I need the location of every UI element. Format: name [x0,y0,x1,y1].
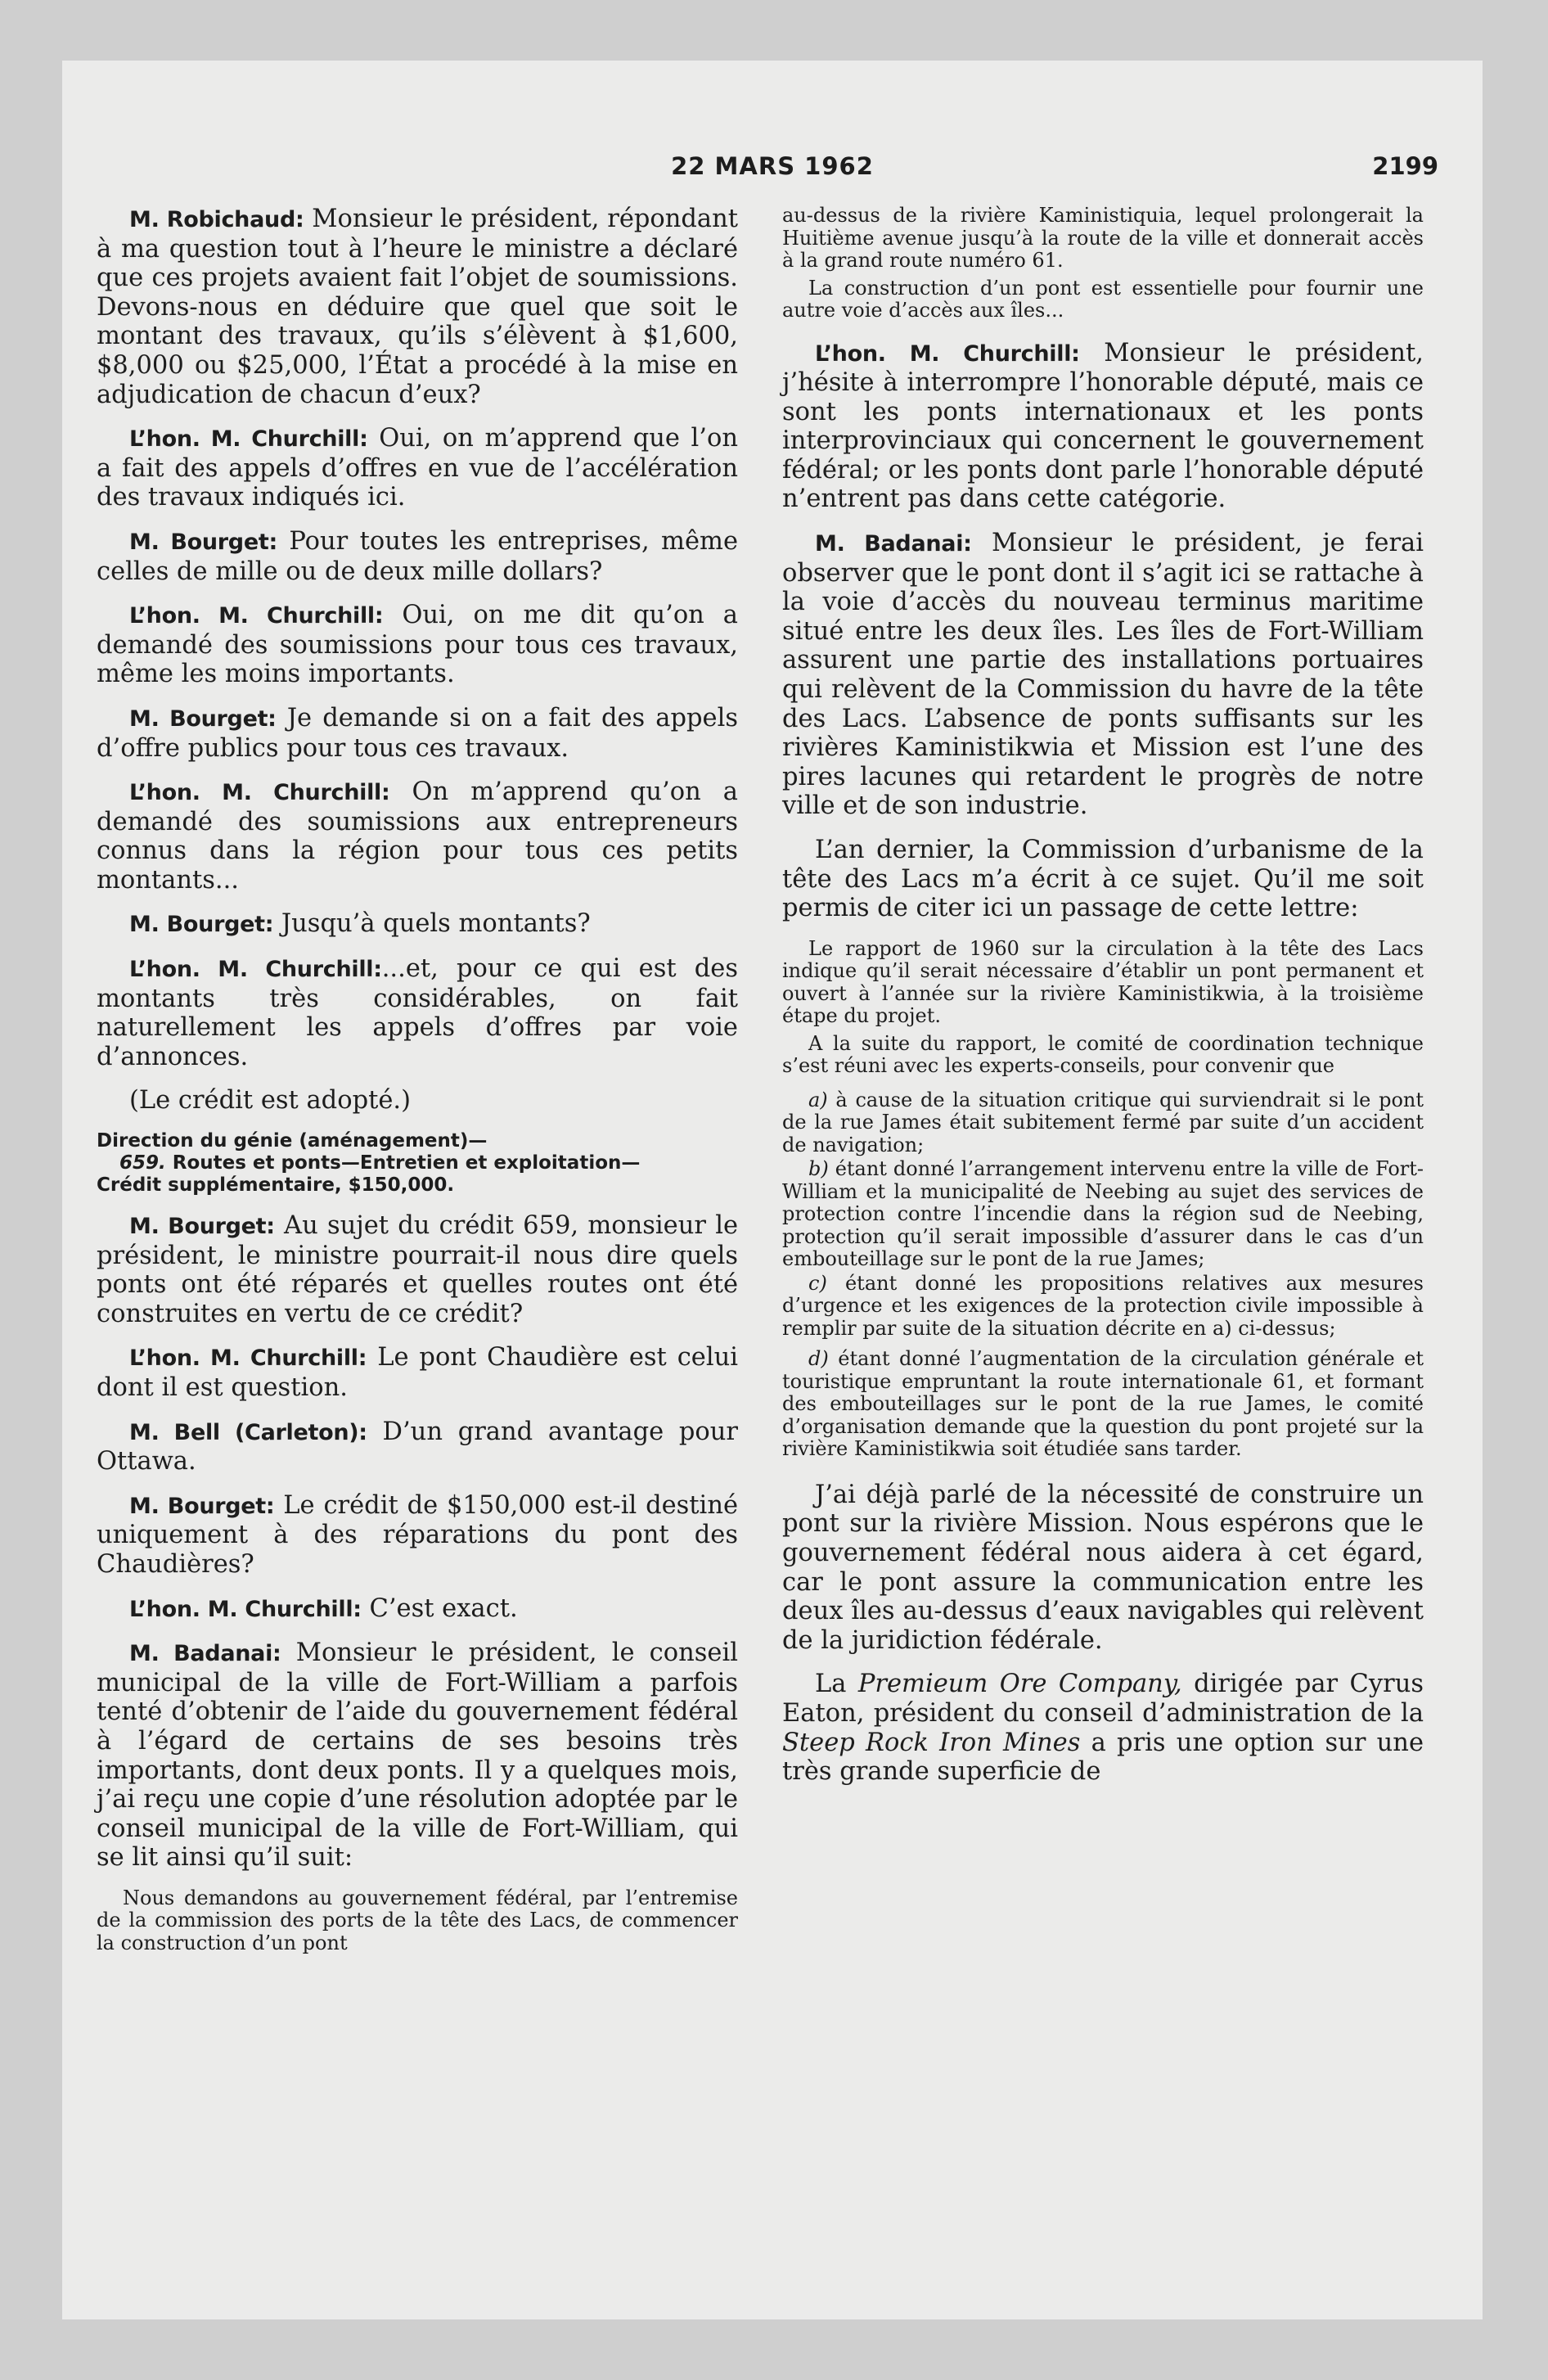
list-item-text: étant donné l’arrangement intervenu entre la ville de Fort-William et la municipalité de Neebing au sujet des services de protection contre l’incendie dans la région sud de Neebing, protection qu’il serait impossible d’assurer dans le cas d’un embouteillage sur le pont de la rue James; [782,1157,1424,1271]
paragraph-text: Le pont Chaudière est celui dont il est question. [97,1343,739,1402]
section-heading [97,1130,738,1197]
paragraph [97,704,738,763]
paragraph [97,954,738,1071]
speaker-name: M. Bourget: [129,705,277,732]
quoted-letter: A la suite du rapport, le comité de coordination technique s’est réuni avec les experts-conseils, pour convenir que [782,1031,1424,1078]
speaker-name: L’hon. M. Churchill: [129,957,382,983]
paragraph-text: Monsieur le président, j’hésite à interrompre l’honorable député, mais ce sont les ponts internationaux et les ponts interprovinciaux qui concernent le gouvernement fédéral; or les ponts dont parle l’honorable député n’entrent pas dans cette catégorie. [782,338,1424,514]
paragraph [97,909,738,940]
item-number: 659. [119,1152,166,1174]
speaker-name: L’hon. M. Churchill: [815,340,1080,367]
paragraph [97,778,738,895]
paragraph [97,1343,738,1402]
paragraph [782,339,1424,515]
paragraph: L’an dernier, la Commission d’urbanisme de la tête des Lacs m’a écrit à ce sujet. Qu’il me soit permis de citer ici un passage de cette lettre: [782,836,1424,923]
left-column [97,205,738,1959]
paragraph-text: ...et, pour ce qui est des montants très considérables, on fait naturellement les appels d’offres par voie d’annonces. [97,954,738,1071]
speaker-name: M. Bourget: [129,912,274,938]
paragraph-text: C’est exact. [361,1593,518,1623]
paragraph [97,205,738,409]
list-item-text: étant donné l’augmentation de la circulation générale et touristique empruntant la route internationale 61, et formant des embouteillages sur le pont de la rue James, le comité d’organisation demande que la question du pont projeté sur la rivière Kaministikwia soit étudiée sans tarder. [782,1347,1424,1461]
speaker-name: L’hon. M. Churchill: [129,1596,362,1622]
heading-line [97,1152,738,1174]
speaker-name: M. Badanai: [815,531,972,557]
quoted-letter: Le rapport de 1960 sur la circulation à la tête des Lacs indique qu’il serait nécessaire d’établir un pont permanent et ouvert à l’année sur la rivière Kaministikwia, à la troisième étape du projet. [782,936,1424,1028]
speaker-name: M. Bourget: [129,1493,275,1519]
paragraph [97,1491,738,1580]
company-name: Steep Rock Iron Mines [782,1728,1081,1757]
paragraph: J’ai déjà parlé de la nécessité de construire un pont sur la rivière Mission. Nous espérons que le gouvernement fédéral nous aidera à cet égard, car le pont assure la communication entre les deux îles au-dessus d’eaux navigables qui relèvent de la juridiction fédérale. [782,1480,1424,1655]
paragraph-text: La [815,1670,858,1699]
speaker-name: L’hon. M. Churchill: [129,1346,367,1372]
speaker-name: M. Bourget: [129,529,277,555]
page-sheet [62,61,1483,2319]
paragraph-text: On m’apprend qu’on a demandé des soumissions aux entrepreneurs connus dans la région pour tous ces petits montants... [97,778,738,895]
speaker-name: L’hon. M. Churchill: [129,603,384,629]
list-item-text: à cause de la situation critique qui surviendrait si le pont de la rue James était subitement fermé par suite d’un accident de navigation; [782,1088,1424,1156]
page-header [62,152,1483,193]
list-item-text: étant donné les propositions relatives aux mesures d’urgence et les exigences de la protection civile impossible à remplir par suite de la situation décrite en a) ci-dessus; [782,1271,1424,1340]
paragraph [97,1418,738,1476]
quoted-resolution: Nous demandons au gouvernement fédéral, par l’entremise de la commission des ports de la tête des Lacs, de commencer la construction d’un pont [97,1886,738,1954]
paragraph-text: Jusqu’à quels montants? [273,909,591,939]
paragraph-text: D’un grand avantage pour Ottawa. [97,1417,739,1476]
paragraph-text: Oui, on m’apprend que l’on a fait des appels d’offres en vue de l’accélération des travaux indiqués ici. [97,424,738,512]
paragraph [782,1670,1424,1786]
list-item-label: b) [808,1157,829,1181]
quoted-resolution-continued: au-dessus de la rivière Kaministiquia, lequel prolongerait la Huitième avenue jusqu’à la route de la ville et donnerait accès à la grand route numéro 61. [782,204,1424,272]
paragraph-text: Monsieur le président, je ferai observer que le pont dont il s’agit ici se rattache à la voie d’accès du nouveau terminus maritime situé entre les deux îles. Les îles de Fort-William assurent une partie des installations portuaires qui relèvent de la Commission du havre de la tête des Lacs. L’absence de ponts suffisants sur les rivières Kaministikwia et Mission est l’une des pires lacunes qui retardent le progrès de notre ville et de son industrie. [782,529,1424,821]
list-item [782,1089,1424,1157]
list-item-label: c) [808,1271,827,1295]
paragraph-text: Pour toutes les entreprises, même celles de mille ou de deux mille dollars? [97,526,738,586]
paragraph [97,1639,738,1873]
paragraph-vote-adopted: (Le crédit est adopté.) [129,1086,411,1116]
paragraph-text: Monsieur le président, répondant à ma question tout à l’heure le ministre a déclaré que ces projets avaient fait l’objet de soumissions. Devons-nous en déduire que quel que soit le montant des travaux, qu’ils s’élèvent à $1,600, $8,000 ou $25,000, l’État a procédé à la mise en adjudication de chacun d’eux? [97,205,739,409]
paragraph-text: Au sujet du crédit 659, monsieur le président, le ministre pourrait-il nous dire quels ponts ont été réparés et quelles routes ont été construites en vertu de ce crédit? [97,1211,738,1328]
speaker-name: M. Badanai: [129,1641,281,1667]
right-column [782,205,1424,1801]
heading-line: Crédit supplémentaire, $150,000. [97,1174,455,1197]
paragraph-text: Le crédit de $150,000 est-il destiné uniquement à des réparations du pont des Chaudières? [97,1490,739,1579]
paragraph-text: dirigée par Cyrus Eaton, président du conseil d’administration de la [782,1670,1424,1728]
heading-line: Direction du génie (aménagement)— [97,1130,488,1152]
paragraph-text: Oui, on me dit qu’on a demandé des soumissions pour tous ces travaux, même les moins importants. [97,601,738,689]
list-item [782,1348,1424,1461]
list-item-label: a) [808,1088,828,1111]
list-item-label: d) [808,1347,829,1371]
header-date: 22 MARS 1962 [671,152,874,180]
speaker-name: L’hon. M. Churchill: [129,780,390,806]
speaker-name: M. Bourget: [129,1214,275,1240]
speaker-name: M. Bell (Carleton): [129,1419,367,1445]
page-number: 2199 [1372,152,1438,180]
company-name: Premieum Ore Company, [857,1670,1182,1699]
paragraph-text: Je demande si on a fait des appels d’offre publics pour tous ces travaux. [97,703,738,763]
quoted-resolution: La construction d’un pont est essentielle pour fournir une autre voie d’accès aux îles... [782,276,1424,322]
paragraph-text: a pris une option sur une très grande superficie de [782,1728,1424,1787]
heading-text: Routes et ponts—Entretien et exploitation— [165,1152,641,1174]
paragraph [782,529,1424,821]
paragraph [97,424,738,512]
paragraph-text: Monsieur le président, le conseil municipal de la ville de Fort-William a parfois tenté d’obtenir de l’aide du gouvernement fédéral à l’égard de certains de ses besoins très importants, dont deux ponts. Il y a quelques mois, j’ai reçu une copie d’une résolution adoptée par le conseil municipal de la ville de Fort-William, qui se lit ainsi qu’il suit: [97,1639,738,1873]
paragraph [97,527,738,586]
speaker-name: L’hon. M. Churchill: [129,426,368,453]
list-item [782,1158,1424,1271]
list-item [782,1273,1424,1341]
paragraph [97,1594,738,1625]
paragraph [97,1211,738,1328]
speaker-name: M. Robichaud: [129,207,304,232]
paragraph [97,601,738,689]
